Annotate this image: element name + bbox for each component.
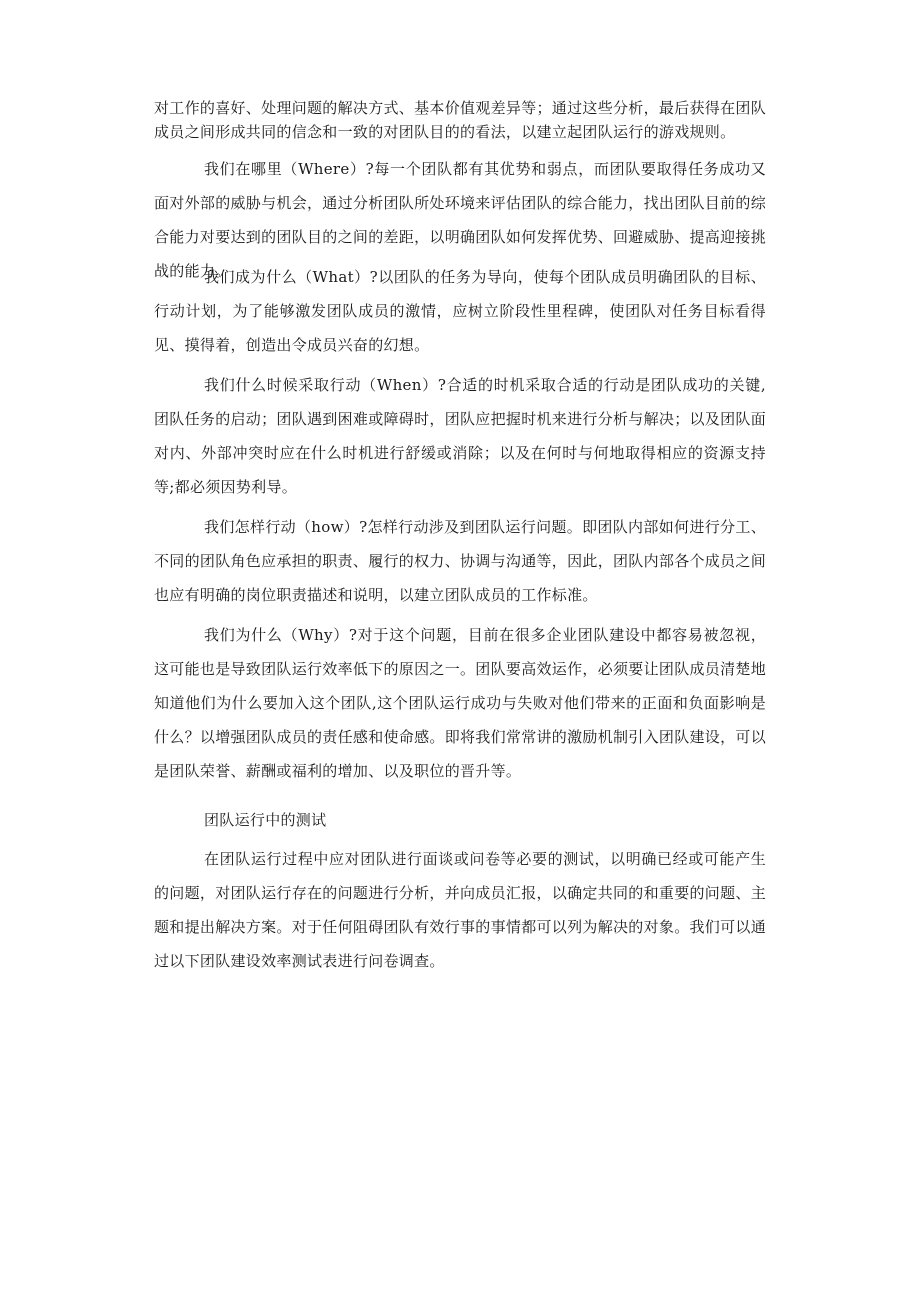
closing-paragraph: 在团队运行过程中应对团队进行面谈或问卷等必要的测试，以明确已经或可能产生的问题，对团队运行存在的问题进行分析，并向成员汇报，以确定共同的和重要的问题、主题和提出解决方案。对于任何阻碍团队有效行事的事情都可以列为解决的对象。我们可以通过以下团队建设效率测试表进行问卷调查。 <box>154 850 767 970</box>
paragraph-where: 我们在哪里（Where）?每一个团队都有其优势和弱点，而团队要取得任务成功又面对外部的威胁与机会，通过分析团队所处环境来评估团队的综合能力，找出团队目前的综合能力对要达到的团队目的之间的差距，以明确团队如何发挥优势、回避威胁、提高迎接挑战的能力。 <box>154 160 767 280</box>
intro-paragraph: 对工作的喜好、处理问题的解决方式、基本价值观差异等；通过这些分析，最后获得在团队成员之间形成共同的信念和一致的对团队目的的看法，以建立起团队运行的游戏规则。 <box>154 99 767 141</box>
paragraph-when: 我们什么时候采取行动（When）?合适的时机采取合适的行动是团队成功的关键,团队任务的启动；团队遇到困难或障碍时，团队应把握时机来进行分析与解决；以及团队面对内、外部冲突时应在什么时机进行舒缓或消除；以及在何时与何地取得相应的资源支持等;都必须因势利导。 <box>154 376 767 496</box>
paragraph-how: 我们怎样行动（how）?怎样行动涉及到团队运行问题。即团队内部如何进行分工、不同的团队角色应承担的职责、履行的权力、协调与沟通等，因此，团队内部各个成员之间也应有明确的岗位职责描述和说明，以建立团队成员的工作标准。 <box>154 518 767 604</box>
paragraph-why: 我们为什么（Why）?对于这个问题，目前在很多企业团队建设中都容易被忽视，这可能也是导致团队运行效率低下的原因之一。团队要高效运作，必须要让团队成员清楚地知道他们为什么要加入这个团队,这个团队运行成功与失败对他们带来的正面和负面影响是什么？以增强团队成员的责任感和使命感。即将我们常常讲的激励机制引入团队建设，可以是团队荣誉、薪酬或福利的增加、以及职位的晋升等。 <box>154 626 767 780</box>
section-heading: 团队运行中的测试 <box>204 811 327 829</box>
paragraph-what: 我们成为什么（What）?以团队的任务为导向，使每个团队成员明确团队的目标、行动计划，为了能够激发团队成员的激情，应树立阶段性里程碑，使团队对任务目标看得见、摸得着，创造出令成员兴奋的幻想。 <box>154 268 766 354</box>
